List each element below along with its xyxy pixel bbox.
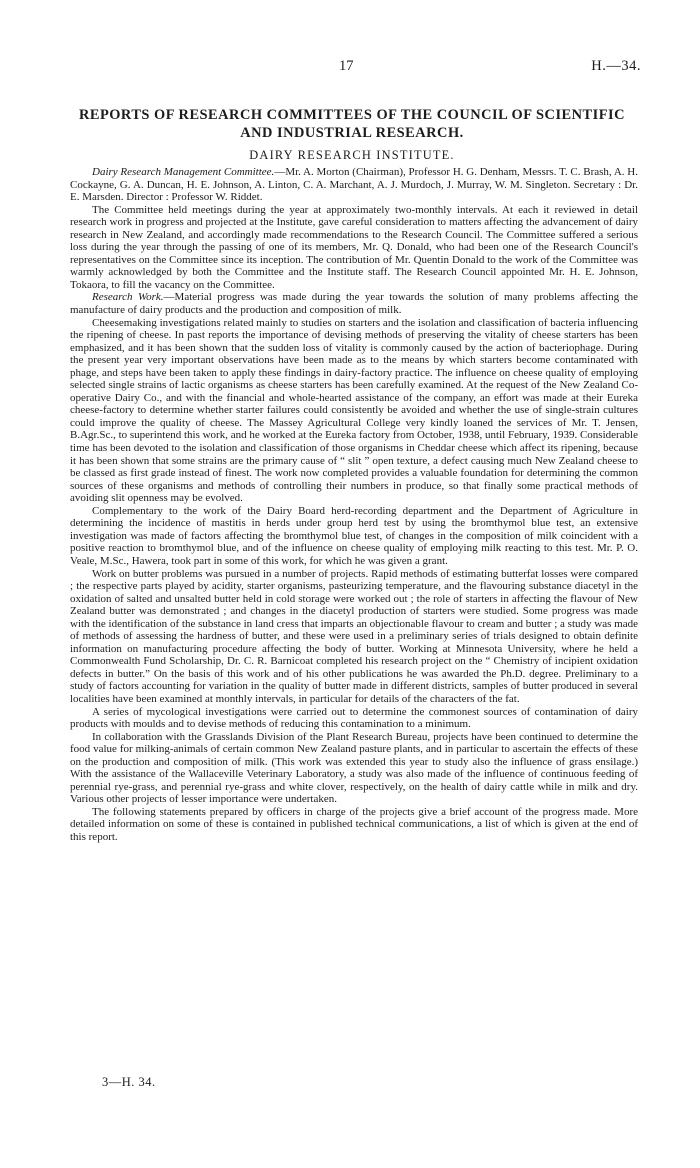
paragraph [70,204,638,292]
paragraph-text: —Mr. A. Morton (Chairman), Professor H. G. Denham, Messrs. T. C. Brash, A. H. Cockayne, G. A. Duncan, H. E. Johnson, A. Linton, C. A. Marchant, A. J. Murdoch, J. Murray, W. M. Singleton. Secretary : Dr. E. Marsden. Director : Professor W. Riddet. [70,166,638,204]
page-number: 17 [339,58,354,74]
paragraph-text: Complementary to the work of the Dairy Board herd-recording department and the Department of Agriculture in determining the incidence of mastitis in herds under group herd test by using the bromthymol blue test, an extensive investigation was made of factors affecting the bromthymol blue test, of changes in the composition of milk coincident with a positive reaction to bromthymol blue, and of the influence on cheese quality of employing milk reacting to this test. Mr. P. O. Veale, M.Sc., Hawera, took part in some of this work, for which he was given a grant. [70,504,638,567]
paragraph-text: The following statements prepared by officers in charge of the projects give a brief account of the progress made. More detailed information on some of these is contained in published technical communications, a list of which is given at the end of this report. [70,805,638,843]
section-heading: DAIRY RESEARCH INSTITUTE. [249,148,455,162]
paragraph-text: Work on butter problems was pursued in a number of projects. Rapid methods of estimating butterfat losses were compared ; the respective parts played by acidity, starter organisms, pasteurizing temperature, and the flavouring substance diacetyl in the oxidation of salted and unsalted butter held in cold storage were worked out ; the role of starters in affecting the flavour of New Zealand butter was demonstrated ; and changes in the diacetyl production of starters were studied. Some progress was made with the identification of the substance in land cress that imparts an objectionable flavour to cream and butter ; a study was made of methods of assessing the hardness of butter, and these were used in a preliminary series of trials designed to obtain definite information on manufacturing procedure affecting the body of butter. Working at Minnesota University, where he held a Commonwealth Fund Scholarship, Dr. C. R. Barnicoat completed his research project on the “ Chemistry of incipient oxidation defects in butter.” On the basis of this work and of his other publications he was awarded the Ph.D. degree. Preliminary to a study of factors accounting for variation in the quality of butter made in different districts, samples of butter produced in several localities have been examined at monthly intervals, in particular for details of the characters of the fat. [70,567,638,705]
paragraph [70,731,638,806]
paragraph [70,806,638,844]
report-title: REPORTS OF RESEARCH COMMITTEES OF THE COUNCIL OF SCIENTIFIC AND INDUSTRIAL RESEARCH. [78,107,626,141]
paragraph [70,706,638,731]
paragraph-text: In collaboration with the Grasslands Division of the Plant Research Bureau, projects have been continued to determine the food value for milking-animals of certain common New Zealand pasture plants, and in particular to ascertain the effects of these on the production and composition of milk. (This work was extended this year to study also the influence of grass ensilage.) With the assistance of the Wallaceville Veterinary Laboratory, a study was also made of the influence of continuous feeding of perennial rye-grass, and perennial rye-grass and white clover, respectively, on the health of dairy cattle while in milk and dry. Various other projects of lesser importance were undertaken. [70,730,638,806]
paragraph-text: The Committee held meetings during the year at approximately two-monthly intervals. At each it reviewed in detail research work in progress and projected at the Institute, gave careful consideration to matters affecting the advancement of dairy research in New Zealand, and accordingly made recommendations to the Research Council. The Committee suffered a serious loss during the year through the passing of one of its members, Mr. Q. Donald, who had been one of the Research Council's representatives on the Committee since its inception. The contribution of Mr. Quentin Donald to the work of the Committee was warmly acknowledged by both the Committee and the Institute staff. The Research Council appointed Mr. H. E. Johnson, Tokaora, to fill the vacancy on the Committee. [70,203,638,291]
paragraph [70,568,638,706]
paragraph-text: Cheesemaking investigations related mainly to studies on starters and the isolation and classification of bacteria influencing the ripening of cheese. In past reports the importance of devising methods of preserving the vitality of cheese starters has been emphasized, and it has been shown that the sudden loss of vitality is commonly caused by the action of bacteriophage. During the present year very important observations have been made as to the means by which starters become contaminated with phage, and steps have been taken to apply these findings in dairy-factory practice. The influence on cheese quality of employing selected single strains of lactic organisms as cheese starters has been carefully examined. At the request of the New Zealand Co-operative Dairy Co., and with the financial and whole-hearted assistance of the company, an effort was made at their Eureka cheese-factory to determine whether starter failures could consistently be avoided and whether the use of single-strain cultures could improve the quality of cheese. The Massey Agricultural College very kindly loaned the services of Mr. T. Jensen, B.Agr.Sc., to superintend this work, and he worked at the Eureka factory from October, 1938, until February, 1939. Considerable time has been devoted to the isolation and classification of those organisms in Cheddar cheese which affect its ripening, because it has been shown that some strains are the primary cause of “ slit ” open texture, a defect causing much New Zealand cheese to be classed as first grade instead of finest. The work now completed provides a valuable foundation for determining the common sources of these organisms and methods of controlling their numbers in produce, so that finally some practical methods of avoiding slit openness may be evolved. [70,316,638,505]
paragraph-text: —Material progress was made during the year towards the solution of many problems affecting the manufacture of dairy products and the production and composition of milk. [70,291,638,317]
paragraph-lead: Research Work. [92,291,164,304]
report-body [70,166,638,844]
page-footer-signature: 3—H. 34. [102,1075,156,1089]
paragraph [70,166,638,204]
document-reference: H.—34. [591,58,641,74]
paragraph [70,317,638,505]
paragraph [70,291,638,316]
paragraph-lead: Dairy Research Management Committee. [92,166,275,178]
paragraph [70,505,638,568]
paragraph-text: A series of mycological investigations were carried out to determine the commonest sources of contamination of dairy products with moulds and to devise methods of reducing this contamination to a minimum. [70,705,638,731]
